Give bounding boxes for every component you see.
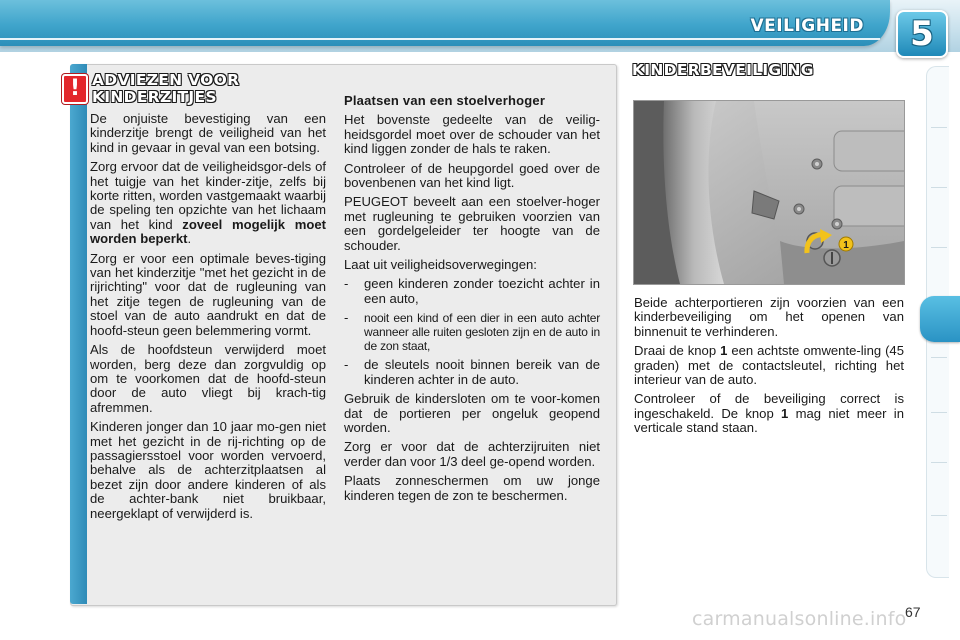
tab-divider — [931, 462, 947, 463]
tab-divider — [931, 127, 947, 128]
advice-heading — [92, 72, 332, 106]
tab-divider — [931, 247, 947, 248]
advice-panel-bar — [70, 64, 87, 604]
list-item-text: nooit een kind of een dier in een auto achter wanneer alle ruiten gesloten zijn en de auto in de zon staat, — [364, 311, 600, 354]
child-lock-paragraph: Beide achterportieren zijn voorzien van een kinderbeveiliging om het openen van binnenuit te verhinderen. — [634, 295, 904, 339]
photo-callout-number: 1 — [843, 240, 849, 251]
booster-subheading: Plaatsen van een stoelverhoger — [344, 93, 546, 108]
emphasis: 1 — [781, 405, 789, 421]
emphasis: zoveel mogelijk moet worden beperkt — [90, 216, 326, 247]
advice-column — [90, 112, 326, 526]
list-dash: - — [344, 310, 349, 326]
advice-paragraph: Zorg ervoor dat de veiligheidsgor-dels of het tuigje van het kinder-zitje, zelfs bij korte ritten, worden vastgemaakt waarbij de speling ten opzichte van het lichaam van het kind zoveel mogelijk moet worden beperkt. — [90, 159, 326, 247]
child-lock-paragraph: Draai de knop 1 een achtste omwente-ling (45 graden) met de contactsleutel, richting het interieur van de auto. — [634, 343, 904, 388]
chapter-tab-active[interactable] — [920, 296, 960, 342]
child-lock-heading: KINDERBEVEILIGING — [632, 61, 814, 79]
advice-heading-line1: ADVIEZEN VOOR — [92, 71, 240, 89]
list-item — [344, 311, 600, 353]
tab-divider — [931, 187, 947, 188]
chapter-badge[interactable] — [896, 10, 948, 58]
booster-paragraph: PEUGEOT beveelt aan een stoelver-hoger met rugleuning te gebruiken voorzien van een gordelgeleider ter hoogte van de schouder. — [344, 194, 600, 253]
tab-divider — [931, 515, 947, 516]
warning-icon: ! — [62, 74, 88, 104]
booster-paragraph: Plaats zonneschermen om uw jonge kinderen tegen de zon te beschermen. — [344, 473, 600, 503]
watermark: carmanualsonline.info — [692, 608, 907, 630]
advice-paragraph: De onjuiste bevestiging van een kinderzitje brengt de veiligheid van het kind in gevaar in geval van een botsing. — [90, 111, 326, 155]
door-photo — [633, 100, 905, 285]
chapter-number: 5 — [910, 14, 934, 54]
list-item-text: geen kinderen zonder toezicht achter in een auto, — [364, 276, 600, 306]
booster-paragraph: Controleer of de heupgordel goed over de bovenbenen van het kind ligt. — [344, 160, 600, 191]
door-photo-illustration — [634, 101, 904, 284]
child-lock-paragraph: Controleer of de beveiliging correct is ingeschakeld. De knop 1 mag niet meer in verticale stand staan. — [634, 391, 904, 436]
child-lock-column — [634, 296, 904, 441]
section-title: VEILIGHEID — [750, 16, 864, 36]
tab-divider — [931, 357, 947, 358]
booster-column — [344, 94, 600, 508]
advice-paragraph: Kinderen jonger dan 10 jaar mo-gen niet met het gezicht in de rij-richting op de passagiersstoel voor worden vervoerd, behalve als de achterzitplaatsen al bezet zijn door andere kinderen of als de achter-bank niet bruikbaar, neergeklapt of verwijderd is. — [90, 419, 326, 521]
list-item — [344, 277, 600, 306]
header-stripe — [0, 38, 880, 40]
booster-paragraph: Het bovenste gedeelte van de veilig-heidsgordel moet over de schouder van het kind liggen zonder de hals te raken. — [344, 112, 600, 157]
advice-heading-line2: KINDERZITJES — [92, 88, 217, 106]
advice-paragraph: Als de hoofdsteun verwijderd moet worden, berg deze dan zorgvuldig op om te voorkomen dat de hoofd-steun door de auto vliegt bij krach-tig afremmen. — [90, 342, 326, 415]
booster-paragraph: Zorg er voor dat de achterzijruiten niet verder dan voor 1/3 deel ge-opend worden. — [344, 439, 600, 469]
booster-paragraph: Laat uit veiligheidsoverwegingen: — [344, 257, 537, 273]
list-item-text: de sleutels nooit binnen bereik van de kinderen achter in de auto. — [364, 357, 600, 387]
emphasis: 1 — [720, 343, 728, 359]
list-item — [344, 358, 600, 387]
tab-divider — [931, 412, 947, 413]
list-dash: - — [344, 357, 349, 373]
list-dash: - — [344, 276, 349, 292]
booster-paragraph: Gebruik de kindersloten om te voor-komen dat de portieren per ongeluk geopend worden. — [344, 391, 600, 435]
page-number: 67 — [905, 604, 921, 620]
advice-paragraph: Zorg er voor een optimale beves-tiging van het kinderzitje "met het gezicht in de rijrichting" voor dat de rugleuning van het zitje tegen de rugleuning van de stoel van de auto aandrukt en dat de hoofd-steun geen belemmering vormt. — [90, 250, 326, 338]
